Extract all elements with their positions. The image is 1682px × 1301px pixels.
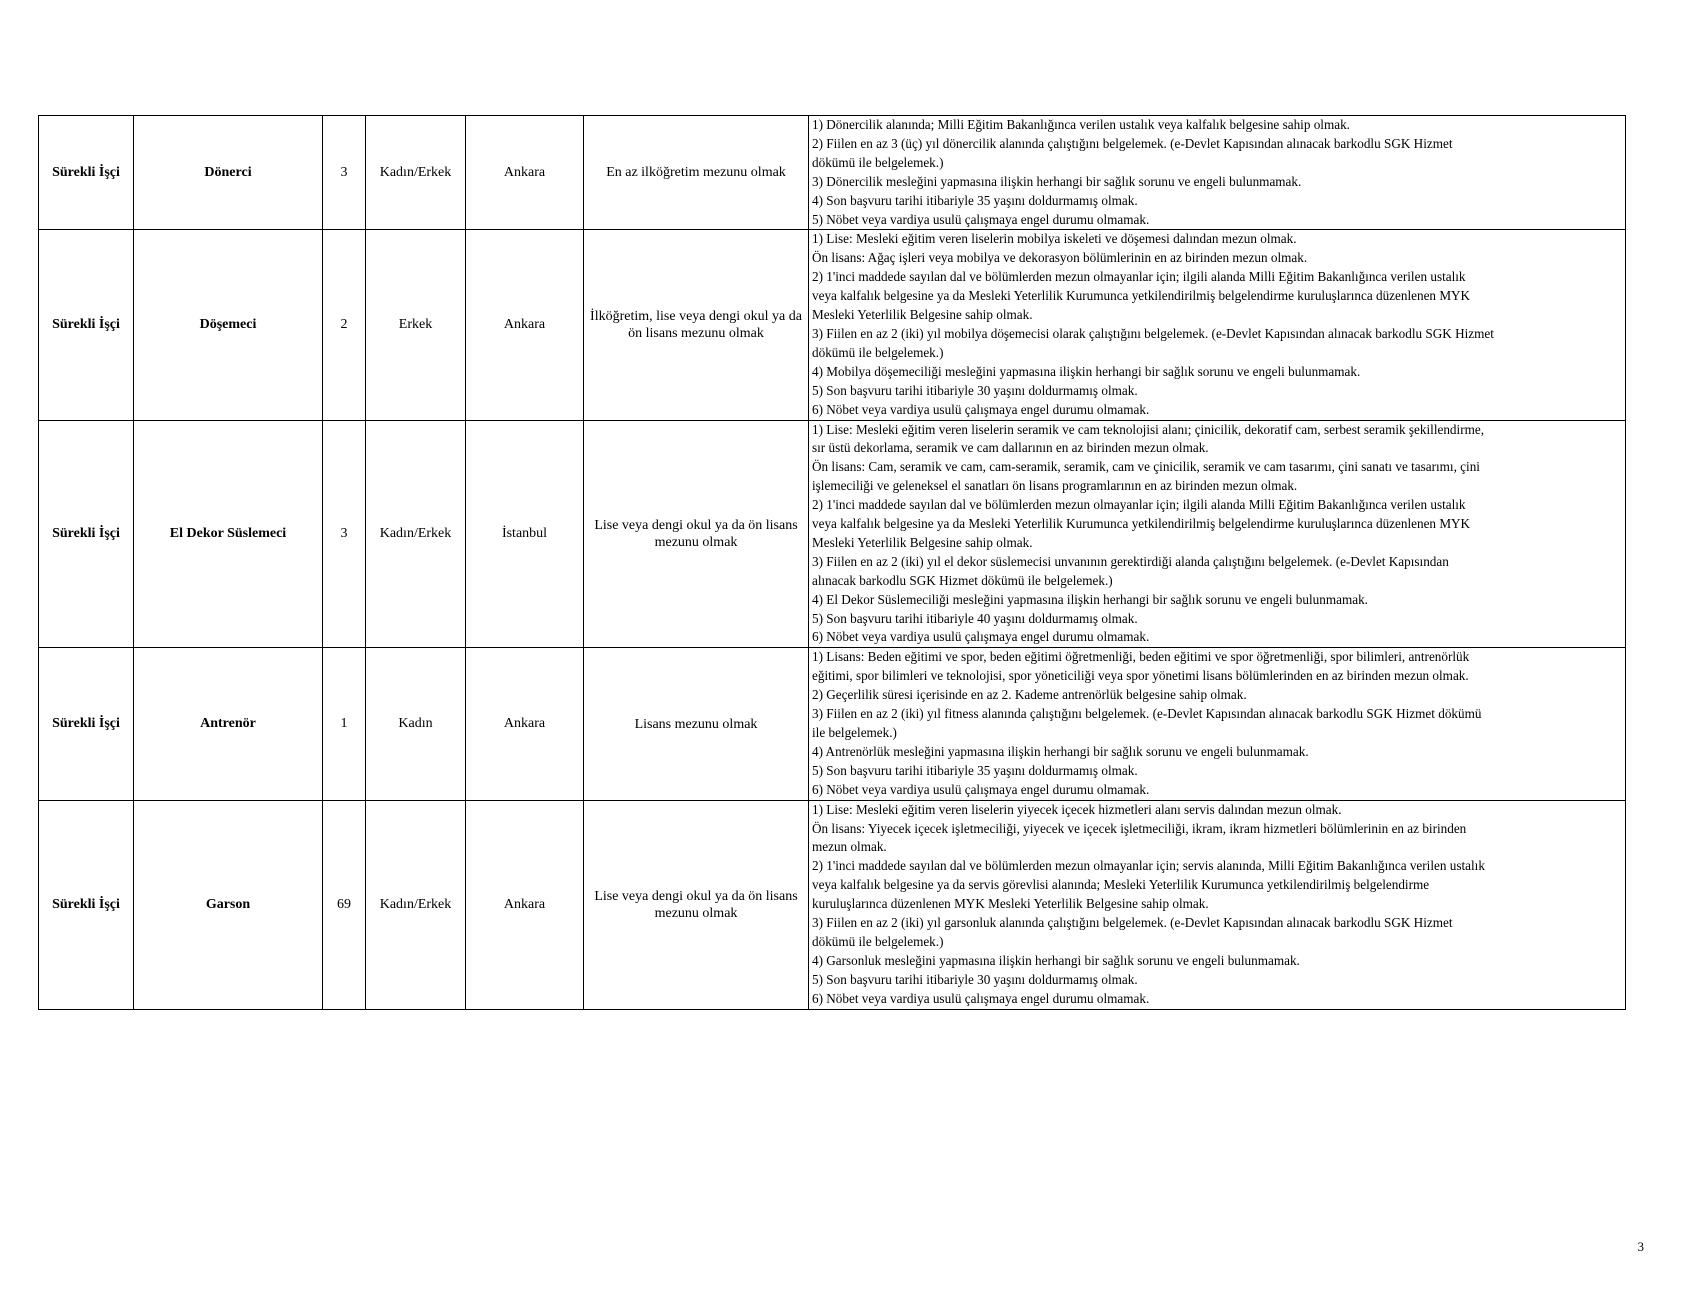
requirement-line: dökümü ile belgelemek.) <box>812 344 944 360</box>
position-count-cell: 69 <box>323 800 366 1009</box>
requirement-line: Ön lisans: Ağaç işleri veya mobilya ve dekorasyon bölümlerinin en az birinden mezun olmak. <box>812 250 1308 266</box>
education-cell: Lise veya dengi okul ya da ön lisans mezunu olmak <box>584 420 809 648</box>
requirement-line: Mesleki Yeterlilik Belgesine sahip olmak. <box>812 307 1033 323</box>
requirement-line: Mesleki Yeterlilik Belgesine sahip olmak. <box>812 534 1033 550</box>
requirement-line: 3) Fiilen en az 2 (iki) yıl garsonluk alanında çalıştığını belgelemek. (e-Devlet Kapısından alınacak barkodlu SGK Hizmet <box>812 915 1453 931</box>
requirements-cell <box>809 116 1626 230</box>
requirement-line: Ön lisans: Yiyecek içecek işletmeciliği, yiyecek ve içecek işletmeciliği, ikram, ikram hizmetleri bölümlerinin en az birinden <box>812 820 1467 836</box>
requirement-line: 1) Dönercilik alanında; Milli Eğitim Bakanlığınca verilen ustalık veya kalfalık belgesine sahip olmak. <box>812 117 1350 132</box>
job-title-cell: El Dekor Süslemeci <box>134 420 323 648</box>
requirement-line: 1) Lise: Mesleki eğitim veren liselerin seramik ve cam teknolojisi alanı; çinicilik, dekoratif cam, serbest seramik şekillendirme, <box>812 421 1484 437</box>
page-number: 3 <box>1637 1239 1644 1254</box>
requirement-line: 4) Antrenörlük mesleğini yapmasına ilişkin herhangi bir sağlık sorunu ve engeli bulunmamak. <box>812 743 1309 759</box>
requirement-line: alınacak barkodlu SGK Hizmet dökümü ile belgelemek.) <box>812 572 1113 588</box>
gender-cell: Erkek <box>366 230 466 420</box>
requirement-line: 3) Fiilen en az 2 (iki) yıl el dekor süslemecisi unvanının gerektirdiği alanda çalıştığını belgelemek. (e-Devlet Kapısından <box>812 553 1449 569</box>
city-cell: Ankara <box>466 800 584 1009</box>
job-title-cell: Antrenör <box>134 648 323 800</box>
city-cell: İstanbul <box>466 420 584 648</box>
table-row <box>39 116 1626 230</box>
employment-type-cell: Sürekli İşçi <box>39 116 134 230</box>
table-row <box>39 800 1626 1009</box>
city-cell: Ankara <box>466 230 584 420</box>
requirement-line: 5) Son başvuru tarihi itibariyle 35 yaşını doldurmamış olmak. <box>812 762 1138 778</box>
education-cell: İlköğretim, lise veya dengi okul ya da ön lisans mezunu olmak <box>584 230 809 420</box>
requirement-line: 1) Lise: Mesleki eğitim veren liselerin yiyecek içecek hizmetleri alanı servis dalından mezun olmak. <box>812 801 1342 817</box>
requirement-line: dökümü ile belgelemek.) <box>812 933 944 949</box>
employment-type-cell: Sürekli İşçi <box>39 420 134 648</box>
requirement-line: veya kalfalık belgesine ya da Mesleki Yeterlilik Kurumunca yetkilendirilmiş belgelendirme kuruluşlarınca düzenlenen MYK <box>812 516 1471 532</box>
requirement-line: 3) Fiilen en az 2 (iki) yıl mobilya döşemecisi olarak çalıştığını belgelemek. (e-Devlet Kapısından alınacak barkodlu SGK Hizmet <box>812 325 1494 341</box>
requirements-cell <box>809 648 1626 800</box>
job-requirements-table <box>38 115 1626 1010</box>
employment-type-cell: Sürekli İşçi <box>39 230 134 420</box>
requirement-line: 6) Nöbet veya vardiya usulü çalışmaya engel durumu olmamak. <box>812 990 1150 1006</box>
table-row <box>39 230 1626 420</box>
job-title-cell: Döşemeci <box>134 230 323 420</box>
education-cell: En az ilköğretim mezunu olmak <box>584 116 809 230</box>
requirement-line: 6) Nöbet veya vardiya usulü çalışmaya engel durumu olmamak. <box>812 629 1150 645</box>
requirement-line: 2) Fiilen en az 3 (üç) yıl dönercilik alanında çalıştığını belgelemek. (e-Devlet Kapısından alınacak barkodlu SGK Hizmet <box>812 135 1453 151</box>
requirement-line: 5) Son başvuru tarihi itibariyle 40 yaşını doldurmamış olmak. <box>812 610 1138 626</box>
requirement-line: 2) 1'inci maddede sayılan dal ve bölümlerden mezun olmayanlar için; ilgili alanda Milli Eğitim Bakanlığınca verilen ustalık <box>812 269 1466 285</box>
requirement-line: 4) Son başvuru tarihi itibariyle 35 yaşını doldurmamış olmak. <box>812 192 1138 208</box>
city-cell: Ankara <box>466 648 584 800</box>
requirement-line: 2) Geçerlilik süresi içerisinde en az 2. Kademe antrenörlük belgesine sahip olmak. <box>812 687 1247 703</box>
requirements-cell <box>809 420 1626 648</box>
position-count-cell: 2 <box>323 230 366 420</box>
requirement-line: ile belgelemek.) <box>812 725 897 740</box>
position-count-cell: 3 <box>323 116 366 230</box>
job-title-cell: Garson <box>134 800 323 1009</box>
job-rows <box>39 116 1626 1010</box>
requirement-line: işlemeciliği ve geleneksel el sanatları ön lisans programlarının en az birinden mezun olmak. <box>812 478 1298 494</box>
employment-type-cell: Sürekli İşçi <box>39 800 134 1009</box>
requirement-line: 3) Dönercilik mesleğini yapmasına ilişkin herhangi bir sağlık sorunu ve engeli bulunmamak. <box>812 173 1302 189</box>
requirement-line: 5) Nöbet veya vardiya usulü çalışmaya engel durumu olmamak. <box>812 211 1150 227</box>
gender-cell: Kadın/Erkek <box>366 116 466 230</box>
requirement-line: 6) Nöbet veya vardiya usulü çalışmaya engel durumu olmamak. <box>812 781 1150 797</box>
gender-cell: Kadın/Erkek <box>366 420 466 648</box>
table-row <box>39 420 1626 648</box>
requirements-cell <box>809 230 1626 420</box>
requirement-line: sır üstü dekorlama, seramik ve cam dallarının en az birinden mezun olmak. <box>812 440 1209 456</box>
requirement-line: 4) El Dekor Süslemeciliği mesleğini yapmasına ilişkin herhangi bir sağlık sorunu ve engeli bulunmamak. <box>812 591 1368 607</box>
position-count-cell: 1 <box>323 648 366 800</box>
employment-type-cell: Sürekli İşçi <box>39 648 134 800</box>
education-cell: Lise veya dengi okul ya da ön lisans mezunu olmak <box>584 800 809 1009</box>
requirement-line: 5) Son başvuru tarihi itibariyle 30 yaşını doldurmamış olmak. <box>812 382 1138 398</box>
requirement-line: dökümü ile belgelemek.) <box>812 154 944 170</box>
requirement-line: Ön lisans: Cam, seramik ve cam, cam-seramik, seramik, cam ve çinicilik, seramik ve cam tasarımı, çini sanatı ve tasarımı, çini <box>812 459 1480 475</box>
requirements-cell <box>809 800 1626 1009</box>
city-cell: Ankara <box>466 116 584 230</box>
requirement-line: 3) Fiilen en az 2 (iki) yıl fitness alanında çalıştığını belgelemek. (e-Devlet Kapısından alınacak barkodlu SGK Hizmet dökümü <box>812 706 1482 722</box>
position-count-cell: 3 <box>323 420 366 648</box>
job-title-cell: Dönerci <box>134 116 323 230</box>
education-cell: Lisans mezunu olmak <box>584 648 809 800</box>
requirement-line: 5) Son başvuru tarihi itibariyle 30 yaşını doldurmamış olmak. <box>812 971 1138 987</box>
requirement-line: 1) Lisans: Beden eğitimi ve spor, beden eğitimi öğretmenliği, beden eğitimi ve spor öğretmenliği, spor bilimleri, antrenörlük <box>812 649 1470 665</box>
table-row <box>39 648 1626 800</box>
requirement-line: eğitimi, spor bilimleri ve teknolojisi, spor yöneticiliği veya spor yönetimi lisans bölümlerinden en az birinden mezun olmak. <box>812 668 1469 684</box>
requirement-line: 2) 1'inci maddede sayılan dal ve bölümlerden mezun olmayanlar için; ilgili alanda Milli Eğitim Bakanlığınca verilen ustalık <box>812 497 1466 513</box>
requirement-line: 4) Garsonluk mesleğini yapmasına ilişkin herhangi bir sağlık sorunu ve engeli bulunmamak. <box>812 952 1300 968</box>
requirement-line: veya kalfalık belgesine ya da servis görevlisi alanında; Mesleki Yeterlilik Kurumunca yetkilendirilmiş belgelendirme <box>812 877 1430 893</box>
gender-cell: Kadın <box>366 648 466 800</box>
requirement-line: 6) Nöbet veya vardiya usulü çalışmaya engel durumu olmamak. <box>812 401 1150 417</box>
requirement-line: 2) 1'inci maddede sayılan dal ve bölümlerden mezun olmayanlar için; servis alanında, Milli Eğitim Bakanlığınca verilen ustalık <box>812 858 1485 874</box>
requirement-line: veya kalfalık belgesine ya da Mesleki Yeterlilik Kurumunca yetkilendirilmiş belgelendirme kuruluşlarınca düzenlenen MYK <box>812 288 1471 304</box>
requirement-line: 4) Mobilya döşemeciliği mesleğini yapmasına ilişkin herhangi bir sağlık sorunu ve engeli bulunmamak. <box>812 363 1361 379</box>
gender-cell: Kadın/Erkek <box>366 800 466 1009</box>
requirement-line: 1) Lise: Mesleki eğitim veren liselerin mobilya iskeleti ve döşemesi dalından mezun olmak. <box>812 231 1297 247</box>
requirement-line: mezun olmak. <box>812 839 887 855</box>
requirement-line: kuruluşlarınca düzenlenen MYK Mesleki Yeterlilik Belgesine sahip olmak. <box>812 896 1209 912</box>
